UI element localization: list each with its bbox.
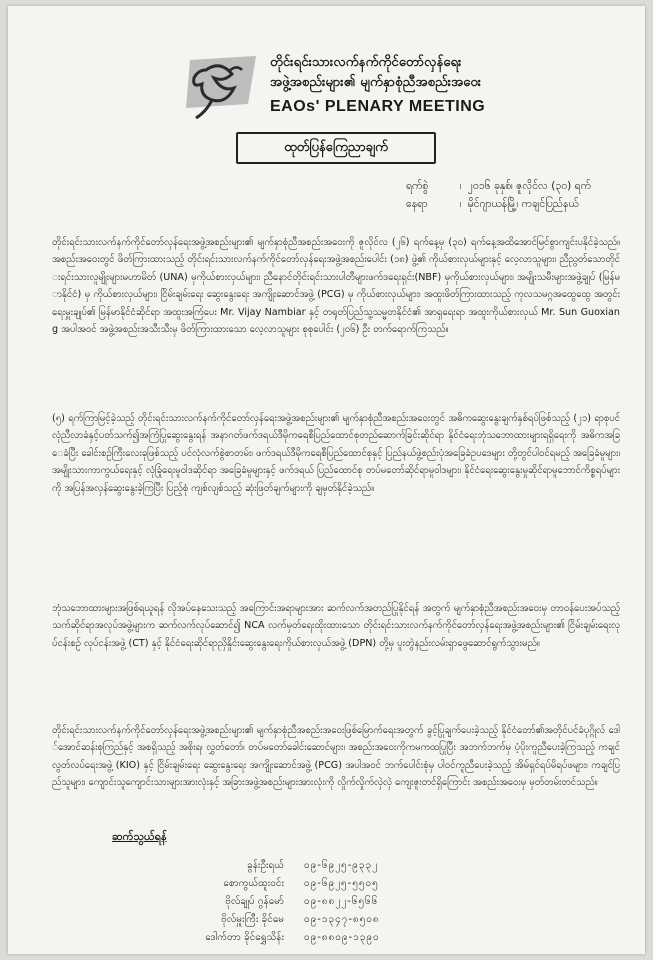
org-name-burmese-line2: အဖွဲ့အစည်းများ၏ မျက်နှာစုံညီအစည်းအဝေး: [270, 75, 482, 90]
contact-heading: ဆက်သွယ်ရန်: [112, 830, 167, 843]
contact-name: ခွန်းဦးရယ်: [247, 860, 284, 871]
contact-phone: ၀၉-၁၃၄၇-၈၅၀၈: [304, 914, 380, 925]
contact-phone: ၀၉-၆၉၂၅-၉၃၃၂: [304, 860, 379, 871]
paragraph-attendance: တိုင်းရင်းသားလက်နက်ကိုင်တော်လှန်ရေးအဖွဲ့အစည်းများ၏ မျက်နှာစုံညီအစည်းအဝေးကို ဇူလိုင်လ (၂၆) ရက်နေ့မှ (၃၀) ရက်နေ့အထိအောင်မြင်စွာကျင်းပနိုင်ခဲ့သည်။ အစည်းအဝေးတွင် ဖိတ်ကြားထားသည့် တိုင်းရင်းသားလက်နက်ကိုင်တော်လှန်ရေးအဖွဲ့အစည်းပေါင်း (၁၈) ဖွဲ့၏ ကိုယ်စားလှယ်များနှင့် လေ့လာသူများ၊ ညီညွတ်သောတိုင်းရင်းသားလူမျိုးများမဟာမိတ် (UNA) မှကိုယ်စားလှယ်များ၊ ညီနောင်တိုင်းရင်းသားပါတီများဖက်ဒရေးရှင်း(NBF) မှကိုယ်စားလှယ်များ၊ အမျိုးသမီးများအဖွဲ့ချုပ် (မြန်မာနိုင်ငံ) မှ ကိုယ်စားလှယ်များ၊ ငြိမ်းချမ်းရေး ဆွေးနွေးရေး အကျိုးဆောင်အဖွဲ့ (PCG) မှ ကိုယ်စားလှယ်များ၊ အထူးဖိတ်ကြားထားသည့် ကုလသမဂ္ဂအထွေထွေ အတွင်းရေးမှူးချုပ်၏ မြန်မာနိုင်ငံဆိုင်ရာ အထူးအကြံပေး Mr. Vijay Nambiar နှင့် တရုတ်ပြည်သူ့သမ္မတနိုင်ငံ၏ အာရှရေးရာ အထူးကိုယ်စားလှယ် Mr. Sun Guoxiang အပါအဝင် အဖွဲ့အစည်းအသီးသီးမှ ဖိတ်ကြားထားသော လေ့လာသူများ စုစုပေါင်း (၂၀၆) ဦး တက်ရောက်ကြသည်။: [52, 237, 620, 336]
contact-row: [94, 930, 514, 948]
org-name-burmese-line1: တိုင်းရင်းသားလက်နက်ကိုင်တော်လှန်ရေး: [270, 55, 462, 70]
contact-phone: ၀၉-၈၈၂၂-၆၅၆၆: [304, 896, 379, 907]
date-row: ရက်စွဲ ၊ ၂၀၁၆ ခုနှစ်၊ ဇူလိုင်လ (၃၀) ရက်: [406, 180, 591, 195]
contact-phone: ၀၉-၈၈၀၉-၁၃၉၀: [304, 932, 380, 943]
paragraph-next-steps: ဘုံသဘောထားများအဖြစ်ရယူရန် လိုအပ်နေသေးသည့် အကြောင်းအရာများအား ဆက်လက်အတည်ပြုနိုင်ရန် အတွက် မျက်နှာစုံညီအစည်းအဝေးမှ တာဝန်ပေးအပ်သည့်သက်ဆိုင်ရာအလုပ်အဖွဲ့များက ဆက်လက်လုပ်ဆောင်၍ NCA လက်မှတ်ရေးထိုးထားသော တိုင်းရင်းသားလက်နက်ကိုင်တော်လှန်ရေးအဖွဲ့အစည်းများ၏ ငြိမ်းချမ်းရေးလုပ်ငန်းစဉ် လုပ်ငန်းအဖွဲ့ (CT) နှင့် နိုင်ငံရေးဆိုင်ရာညှိနှိုင်းဆွေးနွေးရေးကိုယ်စားလှယ်အဖွဲ့ (DPN) တို့မှ ပူးတွဲနည်းလမ်းရှာဖွေဆောင်ရွက်သွားမည်။: [52, 603, 620, 649]
statement-title: ထုတ်ပြန်ကြေညာချက်: [236, 132, 436, 164]
contact-name: ဒေါက်တာ ခိုင်ရွှေသိန်း: [205, 932, 284, 943]
eaos-emblem-icon: [176, 52, 268, 124]
place-label: နေရာ: [406, 198, 428, 210]
org-name-english: EAOs' PLENARY MEETING: [270, 98, 486, 115]
contact-name: စောကွယ်ထူးဝင်း: [223, 878, 284, 889]
document-page: [8, 6, 645, 954]
contact-phone: ၀၉-၆၉၂၅-၅၅၀၅: [304, 878, 379, 889]
contact-row: [94, 858, 514, 876]
contact-name: ဗိုလ်မှူးကြီး ခိုင်မေ: [221, 914, 284, 925]
paragraph-acknowledgement: တိုင်းရင်းသားလက်နက်ကိုင်တော်လှန်ရေးအဖွဲ့အစည်းများ၏ မျက်နှာစုံညီအစည်းအဝေးဖြစ်မြောက်ရေးအတွက် ခွင့်ပြုချက်ပေးခဲ့သည့် နိုင်ငံတော်၏အတိုင်ပင်ခံပုဂ္ဂိုလ် ဒေါ်အောင်ဆန်းစုကြည်နှင့် အစရှိသည့် အစိုးရ၊ လွှတ်တော်၊ တပ်မတော်ခေါင်းဆောင်များ၊ အစည်းအဝေးကိုကမကထပြုပြီး အဘက်ဘက်မှ ပံ့ပိုးကူညီပေးခဲ့ကြသည့် ကချင်လွတ်လပ်ရေးအဖွဲ့ (KIO) နှင့် ငြိမ်းချမ်းရေး ဆွေးနွေးရေး အကျိုးဆောင်အဖွဲ့ (PCG) အပါအဝင် ဘက်ပေါင်းစုံမှ ပါဝင်ကူညီပေးခဲ့သည့် အိမ်ရှင်ရပ်မိရပ်ဖများ၊ ကချင်ပြည်သူများ၊ ကျောင်းသူကျောင်းသားများအားလုံးနှင့် အခြားအဖွဲ့အစည်းများအားလုံးကို လှိုက်လှိုက်လှဲလှဲ ကျေးဇူးတင်ရှိကြောင်း အစည်းအဝေးမှ မှတ်တမ်းတင်သည်။: [52, 725, 620, 789]
place-value: မိုင်ဂျာယန်မြို့၊ ကချင်ပြည်နယ်: [467, 198, 579, 210]
date-label: ရက်စွဲ: [406, 180, 429, 192]
date-value: ၂၀၁၆ ခုနှစ်၊ ဇူလိုင်လ (၃၀) ရက်: [467, 180, 591, 192]
contact-row: [94, 912, 514, 930]
contact-row: [94, 894, 514, 912]
contact-name: ဗိုလ်ချုပ် ဂွန်မော်: [225, 896, 284, 907]
contact-row: [94, 876, 514, 894]
place-row: နေရာ ၊ မိုင်ဂျာယန်မြို့၊ ကချင်ပြည်နယ်: [406, 198, 579, 213]
contact-list: [94, 858, 514, 948]
paragraph-discussion: (၅) ရက်ကြာမြင့်ခဲ့သည့် တိုင်းရင်းသားလက်နက်ကိုင်တော်လှန်ရေးအဖွဲ့အစည်းများ၏ မျက်နှာစုံညီအစည်းအဝေးတွင် အဓိကဆွေးနွေးချက်နှစ်ရပ်ဖြစ်သည့် (၂၁) ရာစုပင်လုံညီလာခံနှင့်ပတ်သက်၍အကြံပြုဆွေးနွေးရန် အနာဂတ်ဖက်ဒရယ်ဒီမိုကရေစီပြည်ထောင်စုတည်ဆောက်ခြင်းဆိုင်ရာ နိုင်ငံရေးဘုံသဘောထားများရရှိရေးကို အဓိကအခြေခံပြီး ခေါင်းစဉ်ကြီးလေးခုဖြစ်သည့် ပင်လုံလက်စွဲစာတမ်း၊ ဖက်ဒရယ်ဒီမိုကရေစီပြည်ထောင်စုနှင့် ပြည်နယ်ဖွဲ့စည်းပုံအခြေခံဥပဒေများ တို့တွင်ပါဝင်ရမည့် အခြေခံမူများ၊ အမျိုးသားကာကွယ်ရေးနှင့် လုံခြုံရေးမူဝါဒဆိုင်ရာ အခြေခံမူများနှင့် ဖက်ဒရယ် ပြည်ထောင်စု တပ်မတော်ဆိုင်ရာမူဝါဒများ၊ နိုင်ငံရေးဆွေးနွေးမှုဆိုင်ရာမူဘောင်ကိစ္စရပ်များကို အပြန်အလှန်ဆွေးနွေးခဲ့ကြပြီး ပြည့်စုံ ကျစ်လျစ်သည့် ဆုံးဖြတ်ချက်များကို ချမှတ်နိုင်ခဲ့သည်။: [52, 413, 620, 494]
